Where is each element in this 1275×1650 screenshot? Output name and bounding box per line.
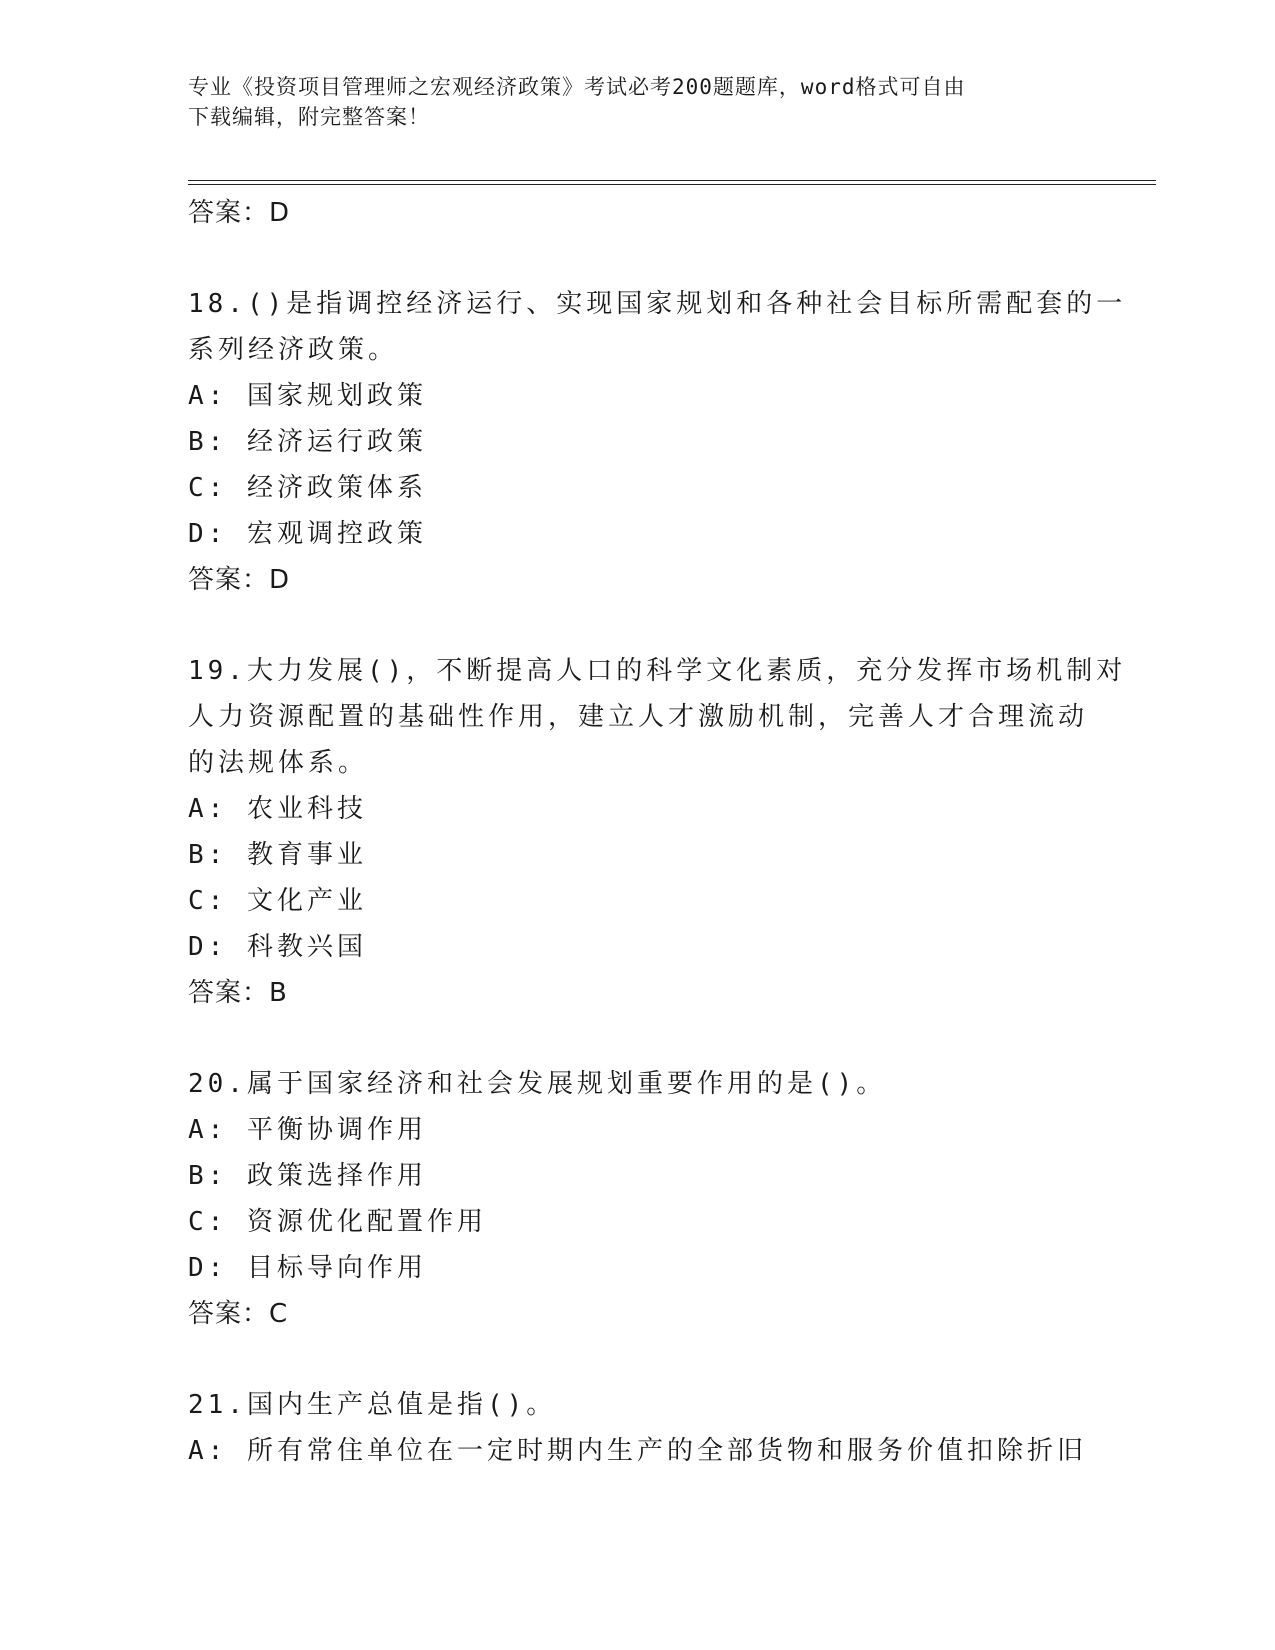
question-21 — [188, 1382, 1088, 1474]
option-d: D: 宏观调控政策 — [188, 519, 427, 549]
question-stem: 的法规体系。 — [188, 748, 369, 778]
spacer — [188, 603, 1088, 648]
option-b: B: 政策选择作用 — [188, 1161, 427, 1191]
question-stem: 18.()是指调控经济运行、实现国家规划和各种社会目标所需配套的一 — [188, 289, 1127, 319]
option-a: A: 平衡协调作用 — [188, 1115, 427, 1145]
option-b: B: 教育事业 — [188, 840, 367, 870]
question-stem: 19.大力发展()，不断提高人口的科学文化素质，充分发挥市场机制对 — [188, 656, 1127, 686]
option-c: C: 资源优化配置作用 — [188, 1207, 487, 1237]
option-d: D: 目标导向作用 — [188, 1253, 427, 1283]
question-stem: 20.属于国家经济和社会发展规划重要作用的是()。 — [188, 1069, 887, 1099]
question-stem: 系列经济政策。 — [188, 335, 399, 365]
question-stem: 21.国内生产总值是指()。 — [188, 1390, 557, 1420]
spacer — [188, 1016, 1088, 1061]
option-c: C: 文化产业 — [188, 886, 367, 916]
answer-line: 答案：D — [188, 565, 291, 595]
document-header — [188, 72, 1088, 132]
header-line-2: 下载编辑，附完整答案！ — [188, 105, 430, 129]
answer-line: 答案：D — [188, 198, 291, 228]
option-a: A: 所有常住单位在一定时期内生产的全部货物和服务价值扣除折旧 — [188, 1436, 1087, 1466]
question-18 — [188, 281, 1127, 603]
option-a: A: 农业科技 — [188, 794, 367, 824]
question-20 — [188, 1061, 1088, 1337]
answer-line: 答案：C — [188, 1299, 289, 1329]
option-d: D: 科教兴国 — [188, 932, 367, 962]
question-19 — [188, 648, 1127, 1016]
question-stem: 人力资源配置的基础性作用，建立人才激励机制，完善人才合理流动 — [188, 702, 1089, 732]
answer-line: 答案：B — [188, 978, 288, 1008]
spacer — [188, 1337, 1088, 1382]
option-a: A: 国家规划政策 — [188, 381, 427, 411]
option-b: B: 经济运行政策 — [188, 427, 427, 457]
document-body — [188, 190, 1127, 1474]
spacer — [188, 236, 1088, 281]
header-line-1: 专业《投资项目管理师之宏观经济政策》考试必考200题题库，word格式可自由 — [188, 75, 966, 99]
header-divider — [188, 180, 1156, 185]
option-c: C: 经济政策体系 — [188, 473, 427, 503]
